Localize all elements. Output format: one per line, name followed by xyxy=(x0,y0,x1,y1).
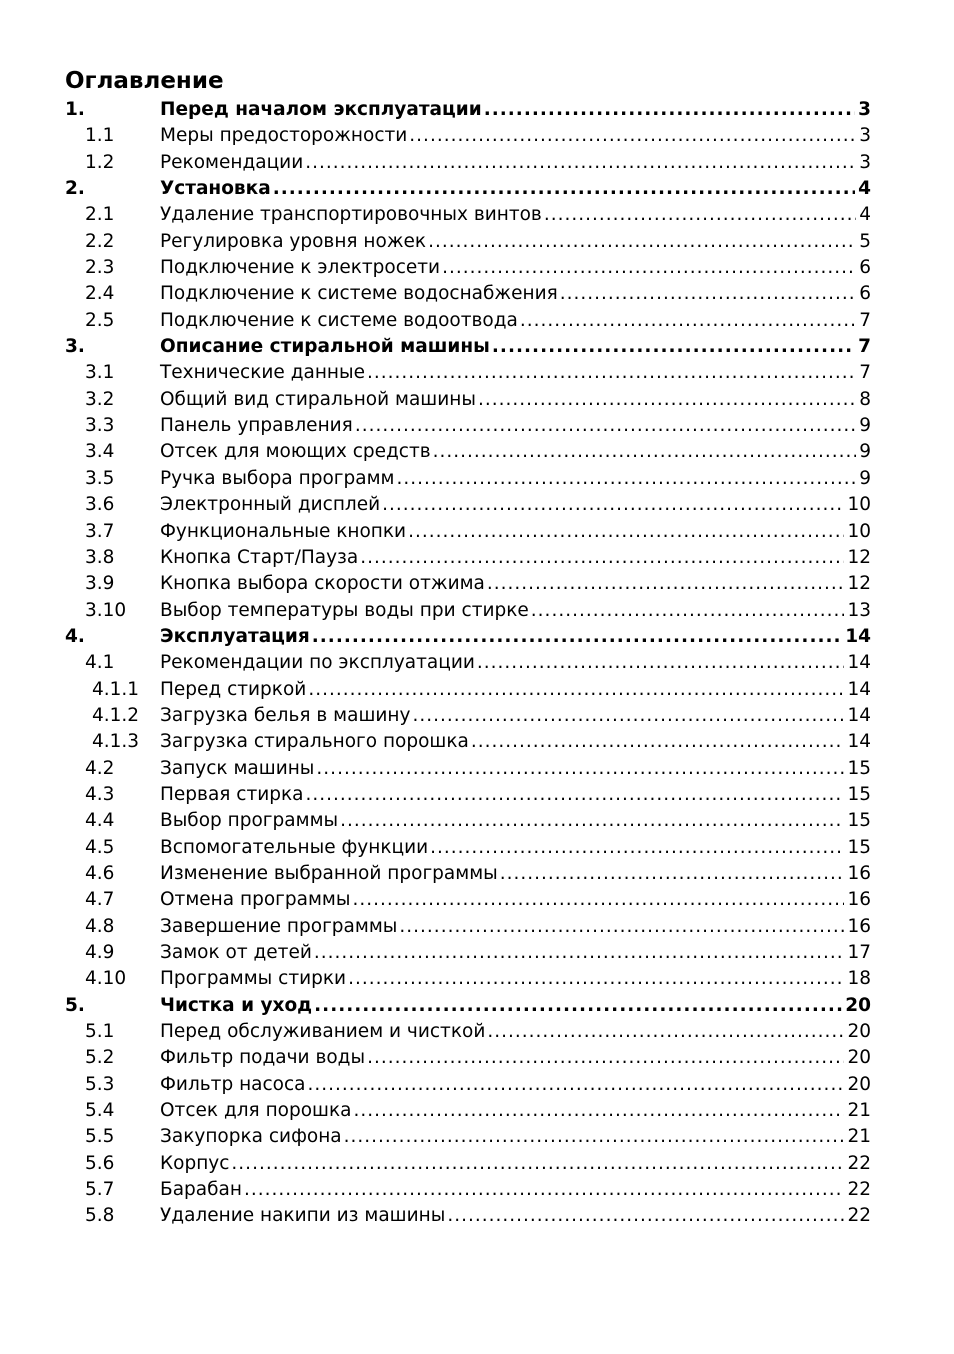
toc-entry-number: 3.9 xyxy=(85,573,115,595)
toc-entry-title: Кнопка выбора скорости отжима xyxy=(160,573,485,595)
toc-entry[interactable] xyxy=(65,150,871,176)
toc-entry-title: Вспомогательные функции xyxy=(160,836,429,858)
toc-title: Оглавление xyxy=(65,68,224,94)
toc-entry-title: Отсек для моющих средств xyxy=(160,441,431,463)
toc-entry-title: Замок от детей xyxy=(160,942,312,963)
toc-dot-leader xyxy=(471,729,845,755)
toc-entry-page-number: 10 xyxy=(847,520,871,542)
toc-entry-number: 3.4 xyxy=(85,441,115,463)
toc-dot-leader xyxy=(397,466,857,492)
toc-entry-page-number: 22 xyxy=(847,1152,871,1174)
toc-entry-number: 4.9 xyxy=(85,942,115,963)
toc-entry-page-number: 6 xyxy=(859,257,871,279)
toc-dot-leader xyxy=(360,545,844,571)
toc-entry-number: 3.7 xyxy=(85,520,115,542)
toc-entry-page-number: 15 xyxy=(847,783,871,805)
toc-entry-title: Программы стирки xyxy=(160,968,347,990)
toc-dot-leader xyxy=(352,887,844,913)
toc-entry-title: Завершение программы xyxy=(160,915,398,937)
toc-entry-page-number: 21 xyxy=(847,1100,871,1122)
toc-dot-leader xyxy=(354,1098,845,1124)
toc-entry-title: Перед обслуживанием и чисткой xyxy=(160,1021,486,1043)
toc-entry-page-number: 21 xyxy=(847,1126,871,1148)
toc-entry-page-number: 5 xyxy=(859,230,871,252)
toc-entry-page-number: 17 xyxy=(847,942,871,963)
toc-entry[interactable] xyxy=(65,782,871,808)
toc-dot-leader xyxy=(231,1151,844,1177)
toc-entry[interactable] xyxy=(65,334,871,360)
toc-entry-number: 3.6 xyxy=(85,494,115,516)
toc-dot-leader xyxy=(433,439,857,465)
toc-entry-number: 1.2 xyxy=(85,151,115,173)
toc-dot-leader xyxy=(447,1203,844,1229)
toc-dot-leader xyxy=(500,861,845,887)
toc-entry-page-number: 14 xyxy=(847,731,871,753)
toc-entry-number: 4.1 xyxy=(85,652,115,674)
toc-entry-title: Эксплуатация xyxy=(160,625,310,647)
toc-entry-number: 3.8 xyxy=(85,546,115,568)
toc-entry[interactable] xyxy=(65,861,871,887)
toc-entry-page-number: 8 xyxy=(859,388,871,410)
toc-entry-page-number: 15 xyxy=(847,836,871,858)
toc-entry[interactable] xyxy=(65,756,871,782)
toc-entry-title: Рекомендации по эксплуатации xyxy=(160,652,475,674)
toc-dot-leader xyxy=(306,782,845,808)
toc-entry[interactable] xyxy=(65,650,871,676)
toc-entry-number: 3.2 xyxy=(85,388,115,410)
toc-entry-number: 3.10 xyxy=(85,599,127,621)
toc-dot-leader xyxy=(305,150,856,176)
toc-entry[interactable] xyxy=(65,492,871,518)
toc-dot-leader xyxy=(244,1177,845,1203)
toc-dot-leader xyxy=(412,703,844,729)
toc-entry-title: Панель управления xyxy=(160,415,353,437)
toc-dot-leader xyxy=(430,835,844,861)
toc-entry-page-number: 12 xyxy=(847,546,871,568)
toc-entry[interactable] xyxy=(65,598,871,624)
toc-entry-title: Перед началом эксплуатации xyxy=(160,99,482,120)
toc-entry-number: 5.1 xyxy=(85,1021,115,1043)
toc-entry-page-number: 9 xyxy=(859,467,871,489)
toc-dot-leader xyxy=(544,202,856,228)
toc-dot-leader xyxy=(487,571,845,597)
toc-entry-number: 4.7 xyxy=(85,889,115,911)
toc-entry-page-number: 7 xyxy=(859,362,871,384)
toc-dot-leader xyxy=(408,519,844,545)
toc-entry-title: Закупорка сифона xyxy=(160,1126,342,1148)
toc-dot-leader xyxy=(316,756,844,782)
toc-entry-page-number: 9 xyxy=(859,441,871,463)
toc-entry[interactable] xyxy=(65,308,871,334)
toc-dot-leader xyxy=(531,598,845,624)
toc-entry-number: 4. xyxy=(65,625,85,647)
toc-entry-number: 4.1.3 xyxy=(92,731,140,753)
toc-entry-number: 2.5 xyxy=(85,309,115,331)
toc-dot-leader xyxy=(344,1124,845,1150)
toc-entry-page-number: 3 xyxy=(859,125,871,147)
toc-entry-title: Фильтр насоса xyxy=(160,1073,306,1095)
table-of-contents xyxy=(65,97,871,1230)
toc-entry[interactable] xyxy=(65,835,871,861)
toc-entry-page-number: 10 xyxy=(847,494,871,516)
toc-dot-leader xyxy=(348,966,844,992)
toc-entry-number: 2.3 xyxy=(85,257,115,279)
toc-dot-leader xyxy=(560,281,856,307)
toc-entry-number: 4.6 xyxy=(85,862,115,884)
toc-entry[interactable] xyxy=(65,123,871,149)
toc-entry[interactable] xyxy=(65,387,871,413)
toc-entry-page-number: 12 xyxy=(847,573,871,595)
toc-entry[interactable] xyxy=(65,545,871,571)
toc-entry-title: Удаление транспортировочных винтов xyxy=(160,204,542,226)
toc-entry-title: Технические данные xyxy=(160,362,365,384)
toc-entry-title: Перед стиркой xyxy=(160,678,307,700)
toc-entry-number: 5.5 xyxy=(85,1126,115,1148)
toc-entry[interactable] xyxy=(65,1098,871,1124)
toc-entry[interactable] xyxy=(65,940,871,966)
toc-entry-title: Отсек для порошка xyxy=(160,1100,352,1122)
toc-entry-title: Регулировка уровня ножек xyxy=(160,230,427,252)
toc-entry-title: Рекомендации xyxy=(160,151,304,173)
toc-dot-leader xyxy=(487,1019,844,1045)
toc-entry-title: Подключение к электросети xyxy=(160,257,441,279)
toc-entry-number: 4.3 xyxy=(85,783,115,805)
toc-entry-page-number: 18 xyxy=(847,968,871,990)
toc-entry-title: Меры предосторожности xyxy=(160,125,408,147)
toc-entry-page-number: 4 xyxy=(859,204,871,226)
toc-entry-page-number: 16 xyxy=(847,862,871,884)
toc-entry-title: Функциональные кнопки xyxy=(160,520,407,542)
toc-entry-page-number: 20 xyxy=(847,1047,871,1069)
toc-entry[interactable] xyxy=(65,966,871,992)
toc-entry-title: Барабан xyxy=(160,1179,242,1201)
toc-entry-page-number: 4 xyxy=(858,178,871,200)
toc-dot-leader xyxy=(355,413,856,439)
toc-entry-page-number: 20 xyxy=(847,1021,871,1043)
toc-entry[interactable] xyxy=(65,97,871,123)
toc-entry[interactable] xyxy=(65,176,871,202)
toc-entry-title: Отмена программы xyxy=(160,889,351,911)
toc-entry-number: 4.1.1 xyxy=(92,678,140,700)
toc-entry-number: 5.3 xyxy=(85,1073,115,1095)
toc-entry[interactable] xyxy=(65,1203,871,1229)
toc-entry-title: Фильтр подачи воды xyxy=(160,1047,366,1069)
toc-dot-leader xyxy=(312,624,843,650)
toc-dot-leader xyxy=(399,914,844,940)
toc-entry[interactable] xyxy=(65,255,871,281)
toc-entry-title: Выбор температуры воды при стирке xyxy=(160,599,529,621)
toc-entry-page-number: 7 xyxy=(858,336,871,358)
toc-entry-page-number: 14 xyxy=(845,625,871,647)
toc-entry[interactable] xyxy=(65,1019,871,1045)
toc-entry[interactable] xyxy=(65,1124,871,1150)
toc-entry-number: 5.2 xyxy=(85,1047,115,1069)
toc-entry-number: 1. xyxy=(65,99,85,120)
toc-entry[interactable] xyxy=(65,1045,871,1071)
toc-entry-number: 2.2 xyxy=(85,230,115,252)
toc-entry-title: Общий вид стиральной машины xyxy=(160,388,476,410)
toc-entry-page-number: 3 xyxy=(858,99,871,120)
toc-entry[interactable] xyxy=(65,360,871,386)
toc-entry-number: 5.4 xyxy=(85,1100,115,1122)
toc-entry-page-number: 9 xyxy=(859,415,871,437)
toc-dot-leader xyxy=(367,1045,844,1071)
toc-entry-number: 3.1 xyxy=(85,362,115,384)
toc-entry-title: Корпус xyxy=(160,1152,230,1174)
toc-entry-title: Загрузка белья в машину xyxy=(160,704,411,726)
toc-dot-leader xyxy=(428,229,856,255)
toc-entry-title: Запуск машины xyxy=(160,757,315,779)
toc-entry-number: 4.10 xyxy=(85,968,127,990)
toc-dot-leader xyxy=(478,387,856,413)
toc-dot-leader xyxy=(477,650,845,676)
toc-entry-page-number: 14 xyxy=(847,704,871,726)
toc-dot-leader xyxy=(492,334,855,360)
toc-dot-leader xyxy=(409,123,856,149)
toc-entry[interactable] xyxy=(65,439,871,465)
toc-entry[interactable] xyxy=(65,229,871,255)
toc-entry-number: 5.8 xyxy=(85,1205,115,1227)
toc-entry-title: Изменение выбранной программы xyxy=(160,862,498,884)
toc-entry-number: 3. xyxy=(65,336,85,358)
toc-dot-leader xyxy=(340,808,844,834)
toc-entry-page-number: 16 xyxy=(847,915,871,937)
toc-entry[interactable] xyxy=(65,519,871,545)
toc-entry-page-number: 22 xyxy=(847,1179,871,1201)
toc-entry-number: 4.4 xyxy=(85,810,115,832)
toc-entry[interactable] xyxy=(65,729,871,755)
toc-dot-leader xyxy=(308,677,844,703)
toc-entry-title: Ручка выбора программ xyxy=(160,467,395,489)
toc-entry[interactable] xyxy=(65,887,871,913)
toc-entry[interactable] xyxy=(65,1177,871,1203)
toc-dot-leader xyxy=(314,993,842,1019)
toc-dot-leader xyxy=(367,360,856,386)
toc-entry[interactable] xyxy=(65,703,871,729)
toc-entry[interactable] xyxy=(65,281,871,307)
toc-dot-leader xyxy=(273,176,855,202)
toc-entry-number: 1.1 xyxy=(85,125,115,147)
toc-entry-page-number: 15 xyxy=(847,757,871,779)
toc-entry[interactable] xyxy=(65,808,871,834)
toc-entry-number: 2.1 xyxy=(85,204,115,226)
toc-entry-title: Первая стирка xyxy=(160,783,304,805)
toc-entry-page-number: 20 xyxy=(847,1073,871,1095)
toc-entry[interactable] xyxy=(65,1151,871,1177)
toc-entry-number: 4.5 xyxy=(85,836,115,858)
toc-entry-page-number: 20 xyxy=(845,994,871,1016)
toc-entry[interactable] xyxy=(65,1072,871,1098)
toc-entry-title: Установка xyxy=(160,178,271,200)
toc-entry[interactable] xyxy=(65,202,871,228)
toc-dot-leader xyxy=(314,940,845,966)
toc-entry-number: 5. xyxy=(65,994,85,1016)
toc-entry-title: Выбор программы xyxy=(160,810,339,832)
toc-entry-title: Электронный дисплей xyxy=(160,494,381,516)
toc-entry-number: 5.7 xyxy=(85,1179,115,1201)
toc-entry-title: Загрузка стирального порошка xyxy=(160,731,469,753)
toc-entry-page-number: 15 xyxy=(847,810,871,832)
toc-dot-leader xyxy=(382,492,844,518)
toc-entry-page-number: 13 xyxy=(847,599,871,621)
toc-entry-page-number: 14 xyxy=(847,652,871,674)
toc-entry-page-number: 6 xyxy=(859,283,871,305)
toc-entry-number: 5.6 xyxy=(85,1152,115,1174)
toc-entry-title: Описание стиральной машины xyxy=(160,336,490,358)
toc-entry-page-number: 3 xyxy=(859,151,871,173)
toc-entry-title: Подключение к системе водоснабжения xyxy=(160,283,558,305)
toc-entry[interactable] xyxy=(65,677,871,703)
toc-entry[interactable] xyxy=(65,571,871,597)
toc-dot-leader xyxy=(442,255,856,281)
toc-entry-title: Чистка и уход xyxy=(160,994,313,1016)
toc-dot-leader xyxy=(308,1072,845,1098)
toc-dot-leader xyxy=(520,308,856,334)
toc-entry-page-number: 14 xyxy=(847,678,871,700)
toc-entry-page-number: 16 xyxy=(847,889,871,911)
toc-entry-number: 3.3 xyxy=(85,415,115,437)
toc-entry-title: Подключение к системе водоотвода xyxy=(160,309,518,331)
toc-entry[interactable] xyxy=(65,624,871,650)
toc-dot-leader xyxy=(484,97,855,123)
toc-entry-page-number: 22 xyxy=(847,1205,871,1227)
toc-entry-title: Удаление накипи из машины xyxy=(160,1205,446,1227)
toc-entry[interactable] xyxy=(65,914,871,940)
toc-entry-number: 2.4 xyxy=(85,283,115,305)
toc-entry-number: 4.2 xyxy=(85,757,115,779)
toc-entry-number: 4.1.2 xyxy=(92,704,140,726)
toc-entry-number: 3.5 xyxy=(85,467,115,489)
toc-entry-page-number: 7 xyxy=(859,309,871,331)
toc-entry[interactable] xyxy=(65,993,871,1019)
toc-entry[interactable] xyxy=(65,466,871,492)
toc-entry[interactable] xyxy=(65,413,871,439)
toc-entry-number: 4.8 xyxy=(85,915,115,937)
toc-entry-title: Кнопка Старт/Пауза xyxy=(160,546,359,568)
toc-entry-number: 2. xyxy=(65,178,85,200)
